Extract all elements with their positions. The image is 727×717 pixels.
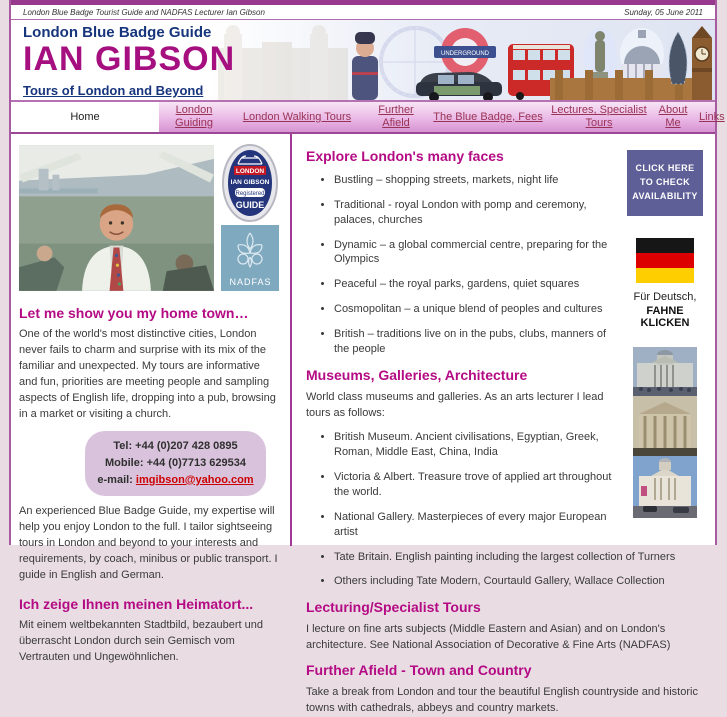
- nav-item-lectures-specialist-tours[interactable]: Lectures, Specialist Tours: [551, 104, 647, 129]
- site-supertitle: London Blue Badge Guide: [23, 24, 212, 41]
- list-item: • Bustling – shopping streets, markets, night life: [334, 173, 709, 188]
- german-flag-icon[interactable]: [636, 238, 694, 283]
- list-item: • British Museum. Ancient civilisations, Egyptian, Greek, Roman, Middle East, China, India: [334, 430, 709, 460]
- nav-item-london-walking-tours[interactable]: London Walking Tours: [242, 110, 352, 123]
- photo-row: [19, 144, 280, 292]
- nav-item-blue-badge-fees[interactable]: The Blue Badge, Fees: [433, 110, 543, 123]
- london-collage-image: [210, 20, 715, 100]
- german-note-line2: FAHNE KLICKEN: [640, 304, 690, 329]
- meta-bar-date: Sunday, 05 June 2011: [624, 8, 703, 17]
- site-title-block: [23, 24, 235, 98]
- content-area: [11, 134, 715, 715]
- blue-badge-registered-guide-logo: [222, 144, 278, 222]
- list-item: • Peaceful – the royal parks, gardens, quiet squares: [334, 277, 709, 292]
- main-nav: [11, 100, 725, 134]
- availability-line-2: TO CHECK: [639, 176, 691, 187]
- list-item: • British – traditions live on in the pubs, clubs, manners of the people: [334, 327, 709, 357]
- nav-item-about-me[interactable]: About Me: [658, 104, 688, 129]
- nadfas-logo: [221, 225, 279, 291]
- heading-further-afield: Further Afield - Town and Country: [306, 662, 532, 679]
- site-subtitle: Tours of London and Beyond: [23, 82, 204, 98]
- svg-text:GUIDE: GUIDE: [236, 200, 265, 210]
- list-item: • Traditional - royal London with pomp and ceremony, palaces, churches: [334, 198, 709, 228]
- german-note-line1: Für Deutsch,: [633, 290, 697, 303]
- heading-lecturing: Lecturing/Specialist Tours: [306, 599, 481, 616]
- heading-explore: Explore London's many faces: [306, 148, 504, 164]
- heading-museums: Museums, Galleries, Architecture: [306, 366, 528, 383]
- contact-box: [85, 431, 266, 496]
- check-availability-button[interactable]: [627, 150, 703, 216]
- nadfas-label: NADFAS: [229, 277, 272, 287]
- list-item: • Others including Tate Modern, Courtauld Gallery, Wallace Collection: [334, 574, 709, 589]
- nav-item-links[interactable]: Links: [699, 110, 725, 123]
- national-gallery-thumbnail: [633, 347, 697, 396]
- page-title: IAN GIBSON: [23, 40, 236, 78]
- contact-email-row: [91, 472, 260, 489]
- contact-email-link[interactable]: imgibson@yahoo.com: [135, 473, 254, 486]
- ian-gibson-portrait-photo: [19, 144, 214, 292]
- availability-line-1: CLICK HERE: [635, 163, 695, 173]
- experience-paragraph: An experienced Blue Badge Guide, my expertise will help you enjoy London to the full. I tailor sightseeing tours in London and beyond to your interests and requirements, by coach, minibus or public transport. I guide in English and German.: [19, 504, 278, 581]
- svg-text:UNDERGROUND: UNDERGROUND: [441, 51, 489, 57]
- main-column: [292, 134, 715, 715]
- heading-home-town: Let me show you my home town…: [19, 305, 249, 321]
- list-item: • Victoria & Albert. Treasure trove of applied art throughout the world.: [334, 470, 709, 500]
- svg-text:LONDON: LONDON: [236, 168, 265, 175]
- site-header: [11, 20, 715, 100]
- availability-line-3: AVAILABILITY: [632, 190, 698, 201]
- lecturing-text: I lecture on fine arts subjects (Middle Eastern and Asian) and on London's architecture. See National Association of Decorative & Fine Arts (NADFAS): [306, 623, 671, 652]
- nav-item-further-afield[interactable]: Further Afield: [378, 104, 414, 129]
- list-item: • Tate Britain. English painting including the largest collection of Turners: [334, 550, 709, 565]
- intro-paragraph-de: Mit einem weltbekannten Stadtbild, bezaubert und überrascht London durch sein Gemisch vom Vertrauten und Ungewöhnlichen.: [19, 619, 263, 664]
- nadfas-ornament-icon: [228, 229, 272, 273]
- svg-text:Registered: Registered: [235, 191, 265, 197]
- svg-text:IAN GIBSON: IAN GIBSON: [231, 179, 270, 186]
- right-rail: [621, 142, 709, 518]
- left-column: [11, 134, 292, 664]
- logo-stack: [221, 144, 280, 292]
- british-museum-thumbnail: [633, 396, 697, 456]
- nav-item-home[interactable]: Home: [11, 102, 159, 132]
- nav-item-london-guiding[interactable]: London Guiding: [175, 104, 213, 129]
- museums-intro: World class museums and galleries. As an arts lecturer I lead tours as follows:: [306, 390, 604, 419]
- st-pauls-icon: [620, 28, 664, 86]
- list-item: • National Gallery. Masterpieces of every major European artist: [334, 510, 709, 540]
- tate-britain-thumbnail: [633, 456, 697, 518]
- gallery-thumbnails: [621, 347, 709, 518]
- list-item: • Dynamic – a global commercial centre, preparing for the Olympics: [334, 238, 709, 268]
- big-ben-icon: [692, 26, 712, 100]
- further-afield-text: Take a break from London and tour the beautiful English countryside and historic towns with cathedrals, abbeys and country markets.: [306, 686, 698, 715]
- heading-home-town-german: Ich zeige Ihnen meinen Heimatort...: [19, 596, 254, 613]
- meta-bar: [11, 5, 715, 20]
- page-frame: [9, 0, 725, 715]
- meta-bar-site-description: London Blue Badge Tourist Guide and NADFAS Lecturer Ian Gibson: [23, 8, 265, 17]
- contact-tel: Tel: +44 (0)207 428 0895: [113, 439, 238, 452]
- list-item: • Cosmopolitan – a unique blend of peoples and cultures: [334, 302, 709, 317]
- contact-email-label: e-mail:: [97, 473, 136, 486]
- contact-mobile: Mobile: +44 (0)7713 629534: [105, 456, 246, 469]
- intro-paragraph-en: One of the world's most distinctive cities, London never fails to charm and surprise with its mix of the familiar and unexpected. My tours are informative and fun, priorities are meeting people and sampling aspects of English life, dropping into a pub, browsing in a market or visiting a church.: [19, 328, 276, 420]
